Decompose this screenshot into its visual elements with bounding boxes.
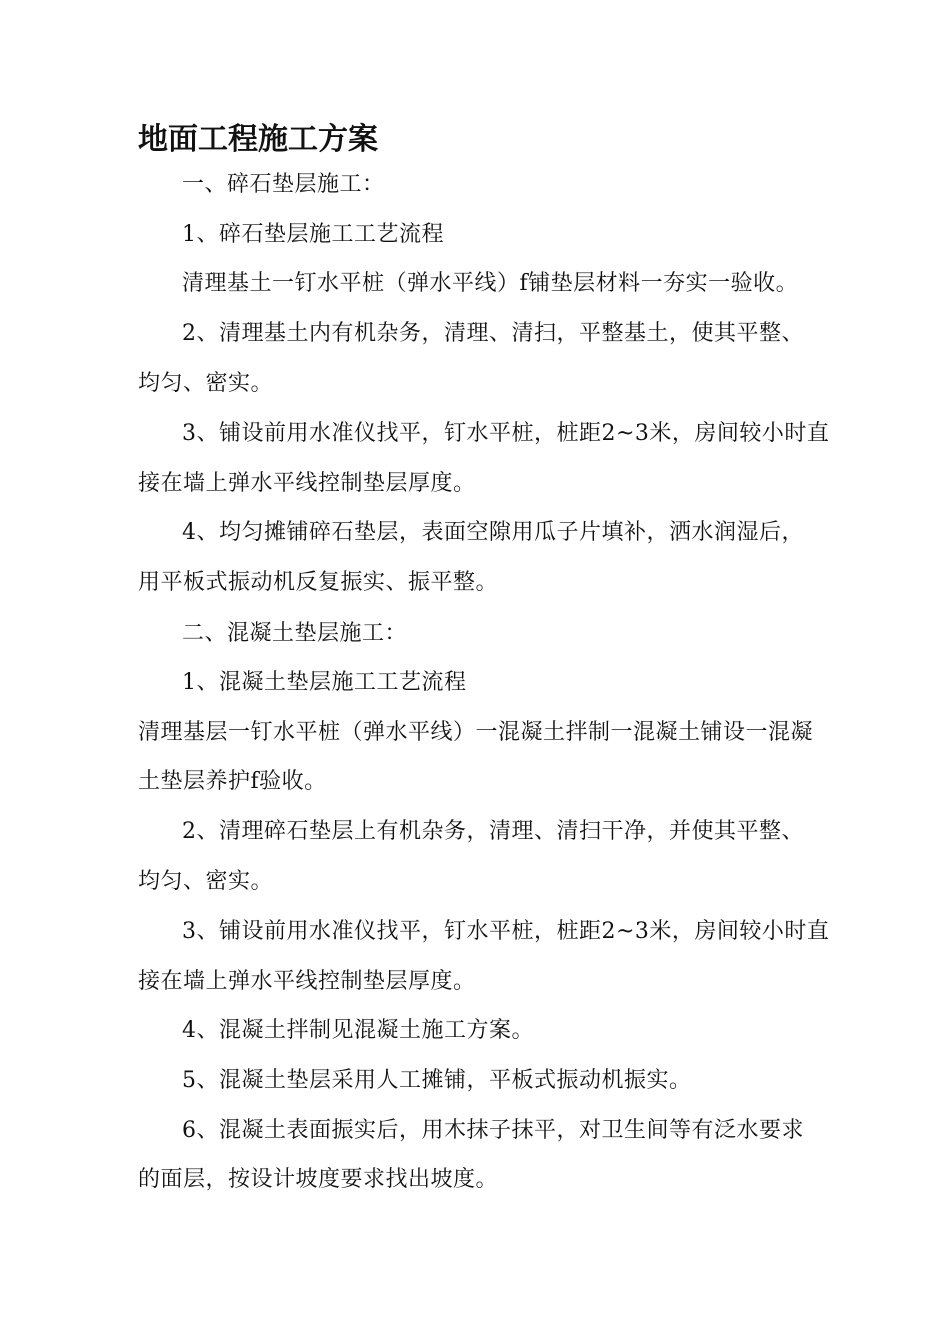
paragraph-line: 6、混凝土表面振实后，用木抹子抹平，对卫生间等有泛水要求 [182,1118,804,1143]
paragraph-line: 均匀、密实。 [138,371,274,396]
section-heading-gravel: 一、碎石垫层施工： [182,172,385,197]
paragraph-line: 2、清理碎石垫层上有机杂务，清理、清扫干净，并使其平整、 [182,819,804,844]
paragraph-line: 接在墙上弹水平线控制垫层厚度。 [138,471,476,496]
paragraph-line: 接在墙上弹水平线控制垫层厚度。 [138,969,476,994]
paragraph-line: 4、混凝土拌制见混凝土施工方案。 [182,1018,534,1043]
paragraph-line: 3、铺设前用水准仪找平，钉水平桩，桩距2~3米，房间较小时直 [182,919,830,944]
paragraph-line: 1、碎石垫层施工工艺流程 [182,222,444,247]
paragraph-line: 均匀、密实。 [138,869,274,894]
paragraph-line: 1、混凝土垫层施工工艺流程 [182,670,467,695]
paragraph-line: 用平板式振动机反复振实、振平整。 [138,570,499,595]
paragraph-line: 清理基层一钉水平桩（弹水平线）一混凝土拌制一混凝土铺设一混凝 [138,720,814,745]
paragraph-line: 5、混凝土垫层采用人工摊铺，平板式振动机振实。 [182,1068,692,1093]
paragraph-line: 清理基土一钉水平桩（弹水平线）f铺垫层材料一夯实一验收。 [182,271,799,296]
paragraph-line: 3、铺设前用水准仪找平，钉水平桩，桩距2~3米，房间较小时直 [182,421,830,446]
paragraph-line: 土垫层养护f验收。 [138,769,327,794]
document-title: 地面工程施工方案 [138,122,378,157]
section-heading-concrete: 二、混凝土垫层施工： [182,621,408,646]
paragraph-line: 2、清理基土内有机杂务，清理、清扫，平整基土，使其平整、 [182,321,804,346]
paragraph-line: 4、均匀摊铺碎石垫层，表面空隙用瓜子片填补，洒水润湿后， [182,520,804,545]
paragraph-line: 的面层，按设计坡度要求找出坡度。 [138,1167,499,1192]
